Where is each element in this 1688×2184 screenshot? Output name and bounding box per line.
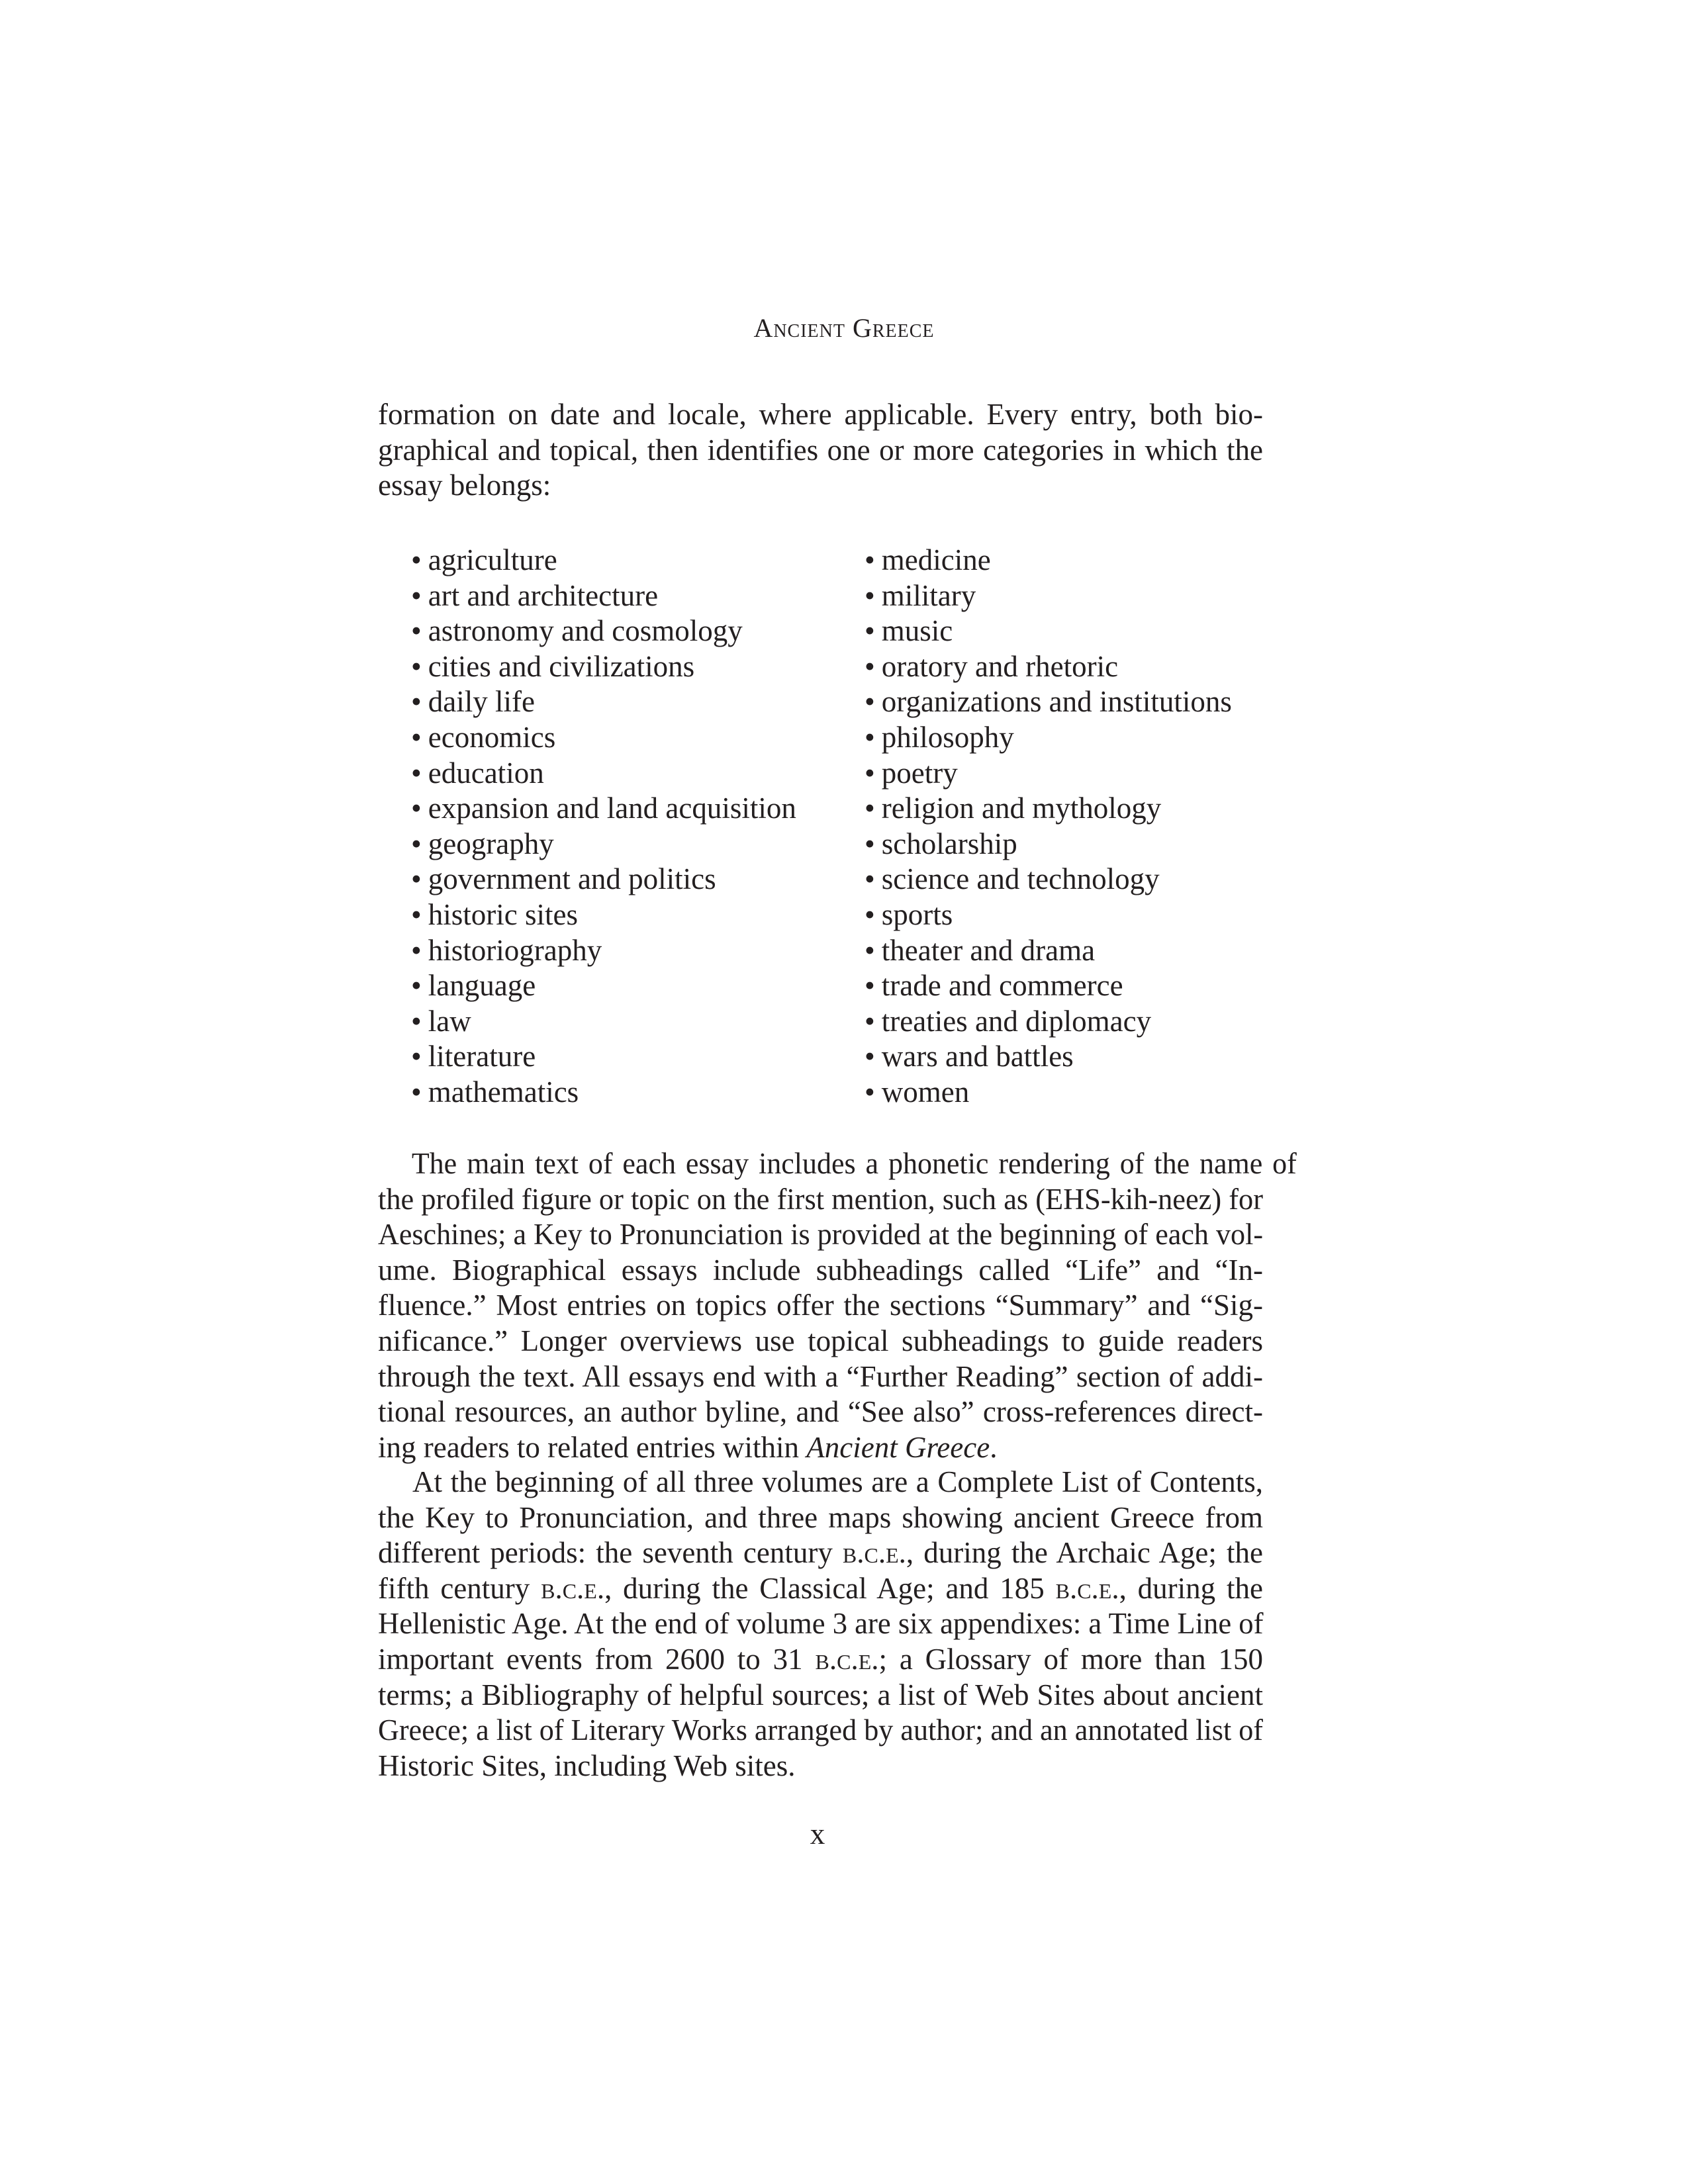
- volumes-paragraph: [378, 1465, 1263, 1784]
- italic-title: Ancient Greece: [806, 1430, 990, 1464]
- text-line: [378, 397, 1263, 433]
- category-label: organizations and institutions: [881, 685, 1232, 719]
- text-line: [378, 1642, 1263, 1678]
- category-item: [865, 756, 1232, 792]
- text-segment: fifth century: [378, 1571, 541, 1605]
- text-line: [378, 1324, 1263, 1359]
- category-item: [865, 578, 1232, 614]
- intro-paragraph: [378, 397, 1263, 504]
- category-label: religion and mythology: [881, 792, 1162, 825]
- bullet-icon: •: [411, 720, 422, 754]
- text-segment: Historic Sites, including Web sites.: [378, 1749, 796, 1782]
- bullet-icon: •: [865, 969, 875, 1003]
- bullet-icon: •: [411, 1040, 422, 1073]
- category-label: women: [881, 1075, 970, 1109]
- bullet-icon: •: [865, 1040, 875, 1073]
- bullet-icon: •: [865, 756, 875, 790]
- text-line: [378, 1713, 1263, 1749]
- category-item: [411, 720, 796, 756]
- category-label: historic sites: [428, 897, 578, 931]
- category-item: [865, 897, 1232, 933]
- text-line: [378, 1359, 1263, 1395]
- category-item: [411, 614, 796, 649]
- category-label: medicine: [881, 543, 991, 576]
- bullet-icon: •: [411, 685, 422, 719]
- text-segment: Aeschines; a Key to Pronunciation is provided at the beginning of each vol-: [378, 1218, 1263, 1251]
- category-label: military: [881, 578, 976, 612]
- text-segment: The main text of each essay includes a phonetic rendering of the name of: [411, 1147, 1297, 1180]
- category-label: historiography: [428, 933, 602, 967]
- category-label: government and politics: [428, 862, 716, 896]
- text-segment: , during the: [1119, 1571, 1263, 1605]
- era-abbreviation: b.c.e.: [842, 1536, 906, 1570]
- category-list-column-1: [411, 543, 796, 1111]
- bullet-icon: •: [411, 578, 422, 612]
- category-item: [411, 897, 796, 933]
- category-label: cities and civilizations: [428, 649, 695, 683]
- category-item: [411, 968, 796, 1004]
- category-item: [865, 968, 1232, 1004]
- bullet-icon: •: [865, 720, 875, 754]
- bullet-icon: •: [411, 614, 422, 648]
- text-segment: through the text. All essays end with a “Further Reading” section of addi-: [378, 1359, 1263, 1393]
- category-label: science and technology: [881, 862, 1160, 896]
- text-line: [378, 1465, 1263, 1500]
- category-item: [865, 827, 1232, 862]
- category-item: [411, 862, 796, 897]
- bullet-icon: •: [865, 685, 875, 719]
- bullet-icon: •: [865, 933, 875, 967]
- text-line: [378, 1749, 1263, 1784]
- category-item: [411, 684, 796, 720]
- category-label: oratory and rhetoric: [881, 649, 1119, 683]
- text-line: [378, 1146, 1297, 1182]
- text-segment: ume. Biographical essays include subheadings called “Life” and “In-: [378, 1253, 1263, 1287]
- category-label: education: [428, 756, 544, 790]
- category-label: treaties and diplomacy: [881, 1004, 1152, 1038]
- bullet-icon: •: [865, 897, 875, 931]
- category-label: expansion and land acquisition: [428, 792, 796, 825]
- bullet-icon: •: [865, 792, 875, 825]
- bullet-icon: •: [865, 1004, 875, 1038]
- bullet-icon: •: [865, 1075, 875, 1109]
- text-segment: graphical and topical, then identifies one or more categories in which the: [378, 433, 1263, 467]
- category-item: [411, 1039, 796, 1075]
- text-line: [378, 1182, 1263, 1218]
- category-item: [411, 649, 796, 685]
- bullet-icon: •: [411, 649, 422, 683]
- text-segment: essay belongs:: [378, 469, 551, 502]
- text-line: [378, 1288, 1263, 1324]
- category-label: poetry: [881, 756, 958, 790]
- text-segment: Greece; a list of Literary Works arranged by author; and an annotated list of: [378, 1713, 1263, 1747]
- bullet-icon: •: [865, 649, 875, 683]
- category-label: economics: [428, 720, 556, 754]
- category-item: [865, 933, 1232, 969]
- bullet-icon: •: [411, 862, 422, 896]
- category-label: law: [428, 1004, 471, 1038]
- bullet-icon: •: [411, 543, 422, 576]
- category-label: philosophy: [881, 720, 1014, 754]
- bullet-icon: •: [411, 1004, 422, 1038]
- category-label: scholarship: [881, 827, 1017, 860]
- category-item: [865, 614, 1232, 649]
- category-label: mathematics: [428, 1075, 579, 1109]
- category-item: [865, 862, 1232, 897]
- category-item: [865, 1039, 1232, 1075]
- running-header: Ancient Greece: [753, 313, 935, 343]
- category-item: [411, 1004, 796, 1040]
- category-item: [865, 720, 1232, 756]
- text-segment: the profiled figure or topic on the first mention, such as (EHS-kih-neez) for: [378, 1182, 1263, 1216]
- category-label: geography: [428, 827, 554, 860]
- category-item: [411, 791, 796, 827]
- text-segment: ing readers to related entries within: [378, 1430, 807, 1464]
- text-segment: formation on date and locale, where applicable. Every entry, both bio-: [378, 398, 1263, 431]
- bullet-icon: •: [411, 933, 422, 967]
- bullet-icon: •: [865, 827, 875, 860]
- text-segment: terms; a Bibliography of helpful sources; a list of Web Sites about ancient: [378, 1678, 1263, 1711]
- category-item: [411, 827, 796, 862]
- text-segment: the Key to Pronunciation, and three maps showing ancient Greece from: [378, 1500, 1263, 1534]
- bullet-icon: •: [411, 1075, 422, 1109]
- category-label: literature: [428, 1040, 536, 1073]
- category-item: [411, 543, 796, 578]
- category-label: agriculture: [428, 543, 557, 576]
- text-line: [378, 1394, 1263, 1430]
- bullet-icon: •: [411, 897, 422, 931]
- category-item: [411, 933, 796, 969]
- category-label: music: [881, 614, 953, 648]
- bullet-icon: •: [411, 756, 422, 790]
- text-line: [378, 1500, 1263, 1536]
- category-label: theater and drama: [881, 933, 1096, 967]
- bullet-icon: •: [865, 862, 875, 896]
- text-segment: , during the Classical Age; and 185: [604, 1571, 1056, 1605]
- text-line: [378, 1253, 1263, 1289]
- era-abbreviation: b.c.e.: [541, 1571, 605, 1605]
- text-line: [378, 1217, 1263, 1253]
- era-abbreviation: b.c.e.: [815, 1642, 879, 1676]
- bullet-icon: •: [411, 827, 422, 860]
- bullet-icon: •: [411, 792, 422, 825]
- text-line: [378, 433, 1263, 469]
- category-list-column-2: [865, 543, 1232, 1111]
- category-label: daily life: [428, 685, 535, 719]
- category-item: [411, 1075, 796, 1111]
- bullet-icon: •: [865, 543, 875, 576]
- text-segment: tional resources, an author byline, and “See also” cross-references direct-: [378, 1395, 1263, 1429]
- text-segment: nificance.” Longer overviews use topical subheadings to guide readers: [378, 1324, 1263, 1357]
- category-label: trade and commerce: [881, 969, 1123, 1003]
- category-item: [865, 1075, 1232, 1111]
- page-number: x: [810, 1817, 825, 1850]
- category-item: [865, 684, 1232, 720]
- main-text-paragraph: [378, 1146, 1297, 1465]
- category-item: [865, 1004, 1232, 1040]
- text-segment: Hellenistic Age. At the end of volume 3 are six appendixes: a Time Line of: [378, 1607, 1264, 1641]
- category-item: [411, 578, 796, 614]
- category-label: astronomy and cosmology: [428, 614, 743, 648]
- category-label: sports: [881, 897, 953, 931]
- bullet-icon: •: [865, 578, 875, 612]
- category-label: wars and battles: [881, 1040, 1074, 1073]
- text-line: [378, 468, 1263, 504]
- text-segment: ; a Glossary of more than 150: [878, 1642, 1263, 1676]
- text-line: [378, 1678, 1263, 1713]
- text-segment: important events from 2600 to 31: [378, 1642, 816, 1676]
- text-segment: different periods: the seventh century: [378, 1536, 843, 1570]
- text-line: [378, 1430, 1263, 1466]
- text-segment: , during the Archaic Age; the: [906, 1536, 1263, 1570]
- category-item: [865, 543, 1232, 578]
- category-item: [865, 791, 1232, 827]
- text-segment: fluence.” Most entries on topics offer the sections “Summary” and “Sig-: [378, 1289, 1263, 1322]
- text-line: [378, 1571, 1263, 1607]
- category-item: [411, 756, 796, 792]
- bullet-icon: •: [411, 969, 422, 1003]
- category-label: language: [428, 969, 536, 1003]
- text-segment: .: [990, 1430, 998, 1464]
- bullet-icon: •: [865, 614, 875, 648]
- text-line: [378, 1535, 1263, 1571]
- category-item: [865, 649, 1232, 685]
- era-abbreviation: b.c.e.: [1055, 1571, 1119, 1605]
- text-segment: At the beginning of all three volumes are a Complete List of Contents,: [412, 1465, 1263, 1498]
- text-line: [378, 1606, 1263, 1642]
- category-label: art and architecture: [428, 578, 659, 612]
